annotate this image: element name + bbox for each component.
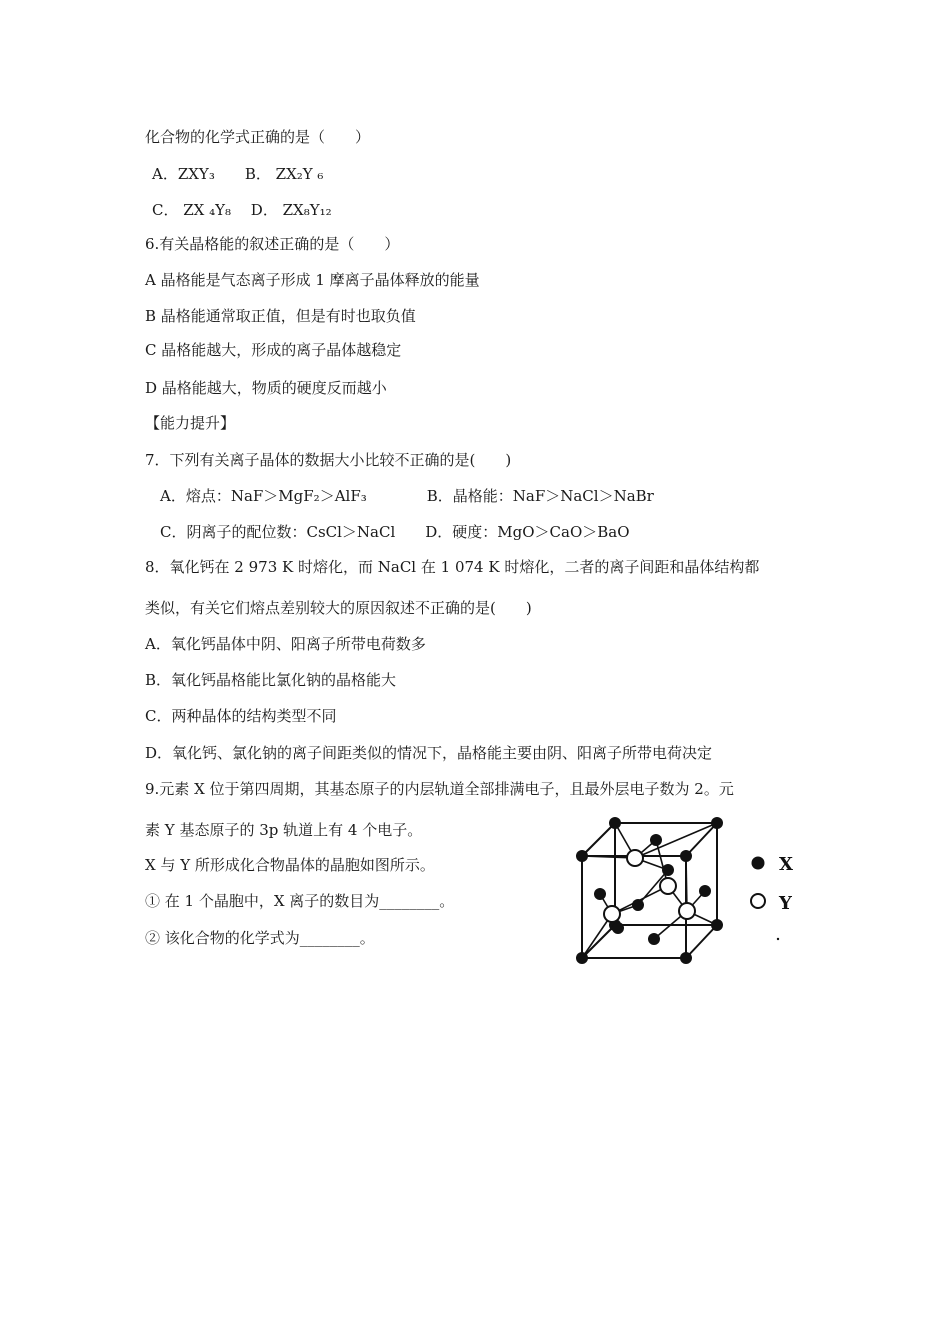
- q8-option-d: D．氧化钙、氯化钠的离子间距类似的情况下，晶格能主要由阴、阳离子所带电荷决定: [145, 744, 713, 762]
- q9-sub2: ② 该化合物的化学式为________。: [145, 929, 375, 947]
- q9-stem-line1: 9.元素 X 位于第四周期，其基态原子的内层轨道全部排满电子，且最外层电子数为 2。元: [145, 780, 734, 798]
- q5-options-ab: A．ZXY₃ B． ZX₂Y ₆: [152, 165, 324, 183]
- legend-x-marker: [752, 857, 765, 870]
- legend-y-label: Y: [779, 893, 792, 914]
- bond: [635, 823, 717, 858]
- q8-stem-line2: 类似，有关它们熔点差别较大的原因叙述不正确的是( ): [145, 599, 532, 617]
- legend: [751, 854, 793, 940]
- section-heading: 【能力提升】: [145, 414, 236, 432]
- q7-options-cd: C．阴离子的配位数：CsCl＞NaCl D．硬度：MgO＞CaO＞BaO: [160, 523, 630, 541]
- crystal-cell-diagram: [560, 808, 820, 978]
- y-ion: [627, 850, 643, 866]
- q8-stem-line1: 8．氧化钙在 2 973 K 时熔化，而 NaCl 在 1 074 K 时熔化，二者的离子间距和晶体结构都: [145, 558, 760, 576]
- q6-stem: 6.有关晶格能的叙述正确的是（ ）: [145, 235, 400, 253]
- x-ion: [594, 888, 606, 900]
- q5-options-cd: C． ZX ₄Y₈ D． ZX₈Y₁₂: [152, 201, 332, 219]
- x-ion: [609, 817, 621, 829]
- cube-edge-br: [686, 925, 717, 958]
- x-ion: [576, 850, 588, 862]
- x-ion: [632, 899, 644, 911]
- q9-stem-line3: X 与 Y 所形成化合物晶体的晶胞如图所示。: [145, 856, 435, 874]
- x-ion: [711, 817, 723, 829]
- x-ion: [576, 952, 588, 964]
- y-ion: [660, 878, 676, 894]
- x-ion: [662, 864, 674, 876]
- x-ion: [680, 850, 692, 862]
- y-ions: [604, 850, 695, 922]
- q9-sub1: ① 在 1 个晶胞中，X 离子的数目为________。: [145, 892, 455, 910]
- x-ion: [612, 922, 624, 934]
- legend-y-marker: [751, 894, 765, 908]
- y-ion: [679, 903, 695, 919]
- q6-option-b: B 晶格能通常取正值，但是有时也取负值: [145, 307, 416, 325]
- cube-edge-tl: [582, 823, 615, 856]
- cube-edge-bl: [582, 925, 615, 958]
- q5-stem-continued: 化合物的化学式正确的是（ ）: [145, 128, 371, 146]
- stray-dot: [777, 938, 779, 940]
- x-ion: [680, 952, 692, 964]
- q7-options-ab: A．熔点：NaF＞MgF₂＞AlF₃ B．晶格能：NaF＞NaCl＞NaBr: [160, 487, 654, 505]
- x-ion: [648, 933, 660, 945]
- q6-option-d: D 晶格能越大，物质的硬度反而越小: [145, 379, 387, 397]
- legend-x-label: X: [779, 854, 793, 875]
- x-ion: [650, 834, 662, 846]
- q6-option-c: C 晶格能越大，形成的离子晶体越稳定: [145, 341, 402, 359]
- y-ion: [604, 906, 620, 922]
- q9-stem-line2: 素 Y 基态原子的 3p 轨道上有 4 个电子。: [145, 821, 423, 839]
- x-ion: [699, 885, 711, 897]
- q8-option-a: A．氧化钙晶体中阴、阳离子所带电荷数多: [145, 635, 426, 653]
- cube-edge-tr: [686, 823, 717, 856]
- q8-option-c: C．两种晶体的结构类型不同: [145, 707, 337, 725]
- q6-option-a: A 晶格能是气态离子形成 1 摩离子晶体释放的能量: [145, 271, 480, 289]
- q8-option-b: B．氧化钙晶格能比氯化钠的晶格能大: [145, 671, 397, 689]
- q7-stem: 7．下列有关离子晶体的数据大小比较不正确的是( ): [145, 451, 512, 469]
- x-ion: [711, 919, 723, 931]
